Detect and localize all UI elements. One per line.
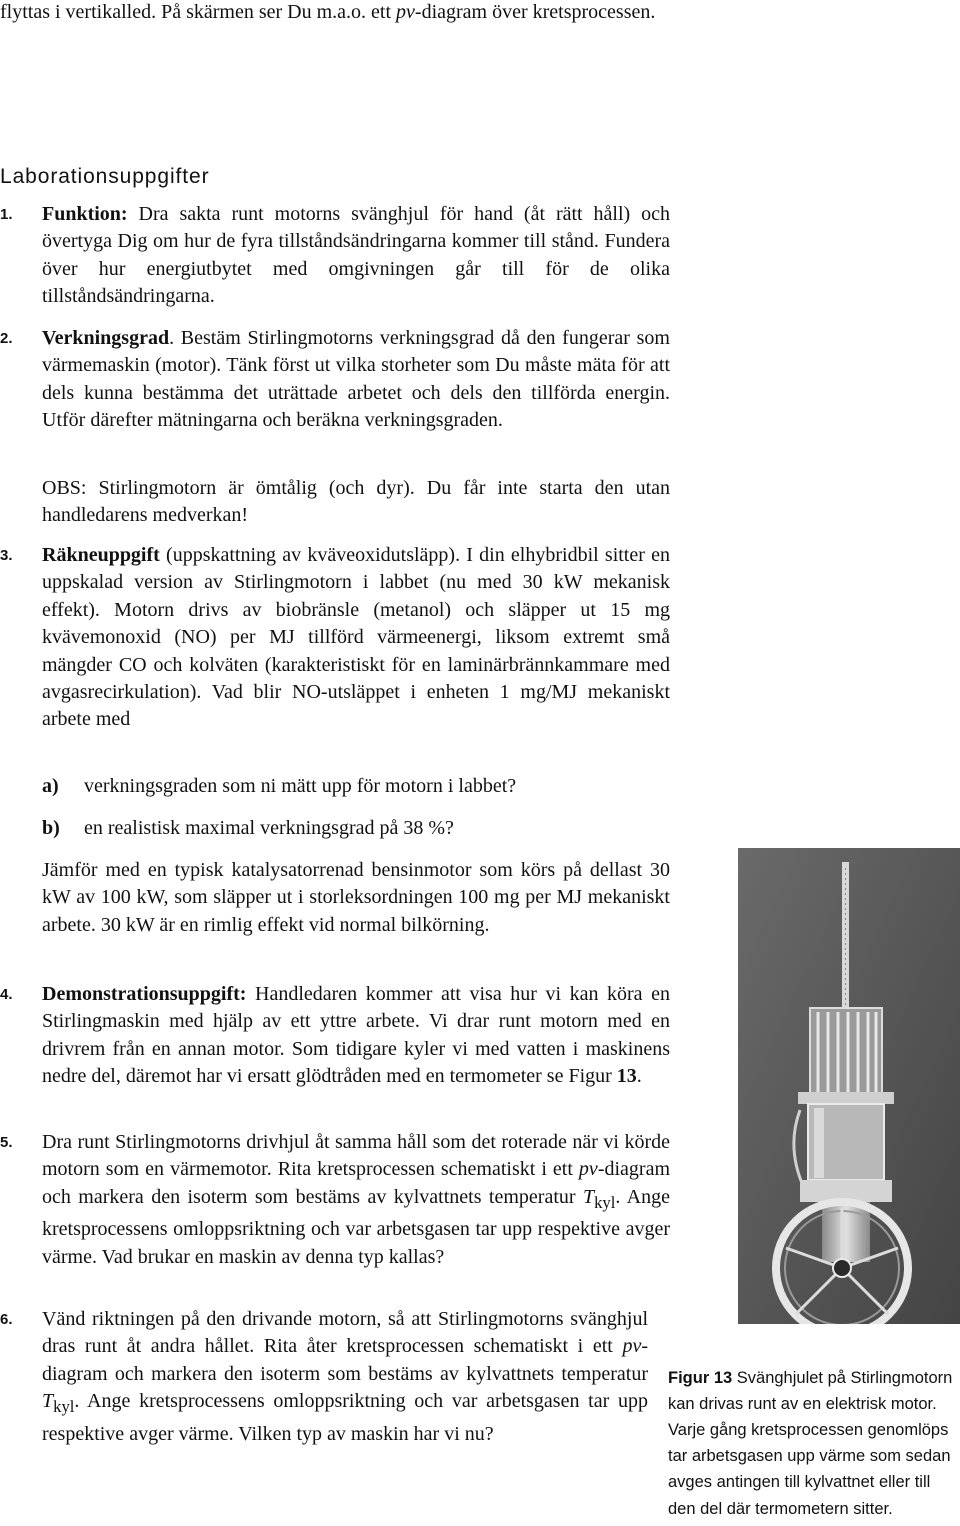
task-6-text-b: -diagram och markera den isoterm som bestäms av kylvattnets temperatur — [42, 1335, 648, 1385]
task-4-number: 4. — [0, 986, 13, 1003]
task-6-text-a: Vänd riktningen på den drivande motorn, så att Stirlingmotorns svänghjul dras runt åt andra hållet. Rita åter kretsprocessen schematiskt i ett — [42, 1308, 648, 1358]
intro-paragraph — [0, 0, 668, 26]
task-6-text-c: . Ange kretsprocessens omloppsriktning och var arbetsgasen tar upp respektive avger värme. Vilken typ av maskin har vi nu? — [42, 1390, 648, 1445]
temperature-symbol: T — [582, 1185, 595, 1208]
figure-caption-text: Svänghjulet på Stirlingmotorn kan drivas runt av en elektrisk motor. Varje gång kretsprocessen genomlöps tar arbetsgasen upp värme som sedan avges antingen till kylvattnet eller till den del där termometern sitter. — [668, 1368, 953, 1518]
task-2-bold: Verkningsgrad — [42, 327, 170, 349]
task-5-paragraph — [42, 1129, 670, 1271]
task-5-text-c: . Ange kretsprocessens omloppsriktning och var arbetsgasen tar upp respektive avger värme. Vad brukar en maskin av denna typ kallas? — [42, 1185, 670, 1268]
figure-label: Figur 13 — [668, 1368, 733, 1387]
task-2-number: 2. — [0, 330, 13, 347]
task-1-number: 1. — [0, 206, 13, 223]
task-4-paragraph — [42, 981, 670, 1091]
item-b-label: b) — [42, 817, 60, 839]
temperature-symbol: T — [42, 1390, 54, 1413]
item-a-label: a) — [42, 775, 59, 797]
task-1-text: Dra sakta runt motorns svänghjul för hand (åt rätt håll) och övertyga Dig om hur de fyra tillståndsändringarna kommer till stånd. Fundera över hur energiutbytet med omgivningen går till för de olika tillståndsändringarna. — [42, 203, 670, 308]
task-3-number: 3. — [0, 547, 13, 564]
pv-symbol: pv — [578, 1158, 598, 1181]
item-a-text: verkningsgraden som ni mätt upp för motorn i labbet? — [84, 775, 517, 797]
task-3-paragraph — [42, 542, 670, 734]
task-3-compare: Jämför med en typisk katalysatorrenad bensinmotor som körs på dellast 30 kW av 100 kW, som släpper ut i storleksordningen 100 mg per MJ mekaniskt arbete. 30 kW är en rimlig effekt vid normal bilkörning. — [42, 859, 670, 936]
task-6-number: 6. — [0, 1311, 13, 1328]
task-3-text: (uppskattning av kväveoxidutsläpp). I din elhybridbil sitter en uppskalad version av Stirlingmotorn i labbet (nu med 30 kW mekanisk effekt). Motorn drivs av biobränsle (metanol) och släpper ut 15 mg kvävemonoxid (NO) per MJ tillförd värmeenergi, liksom extremt små mängder CO och kolväten (karakteristiskt för en laminärbrännkammare med avgasrecirkulation). Vad blir NO-utsläppet i enheten 1 mg/MJ mekaniskt arbete med — [42, 544, 670, 731]
temperature-subscript: kyl — [53, 1397, 75, 1417]
figure-caption — [668, 1365, 960, 1522]
task-5-text-a: Dra runt Stirlingmotorns drivhjul åt samma håll som det roterade när vi körde motorn som en värmemotor. Rita kretsprocessen schematiskt i ett — [42, 1131, 670, 1181]
stirling-engine-photo — [738, 848, 960, 1324]
task-4-end: . — [636, 1065, 642, 1088]
task-1-paragraph — [42, 201, 670, 311]
temperature-subscript: kyl — [594, 1192, 616, 1212]
intro-text-a: flyttas i vertikalled. På skärmen ser Du m.a.o. ett — [0, 1, 397, 23]
task-5-number: 5. — [0, 1134, 13, 1151]
task-2-note: OBS: Stirlingmotorn är ömtålig (och dyr). Du får inte starta den utan handledarens medverkan! — [42, 477, 670, 527]
task-1-bold: Funktion: — [42, 203, 128, 225]
task-5-text-b: -diagram och markera den isoterm som bestäms av kylvattnets temperatur — [42, 1158, 670, 1208]
task-6-paragraph — [42, 1306, 648, 1448]
pv-symbol: pv — [622, 1335, 642, 1358]
stirling-engine-image — [738, 848, 960, 1324]
intro-text-b: -diagram över kretsprocessen. — [414, 1, 656, 23]
pv-symbol: pv — [396, 1, 415, 23]
task-2-paragraph — [42, 325, 670, 435]
task-2-text: . Bestäm Stirlingmotorns verkningsgrad då den fungerar som värmemaskin (motor). Tänk först ut vilka storheter som Du måste mäta för att dels kunna bestämma det uträttade arbetet och dels den tillförda energin. Utför därefter mätningarna och beräkna verkningsgraden. — [42, 327, 670, 432]
task-4-text: Handledaren kommer att visa hur vi kan köra en Stirlingmaskin med hjälp av ett yttre arbete. Vi drar runt motorn med en drivrem från en annan motor. Som tidigare kyler vi med vatten i maskinens nedre del, däremot har vi ersatt glödtråden med en termometer se Figur — [42, 983, 670, 1088]
section-heading: Laborationsuppgifter — [0, 165, 210, 188]
item-b-text: en realistisk maximal verkningsgrad på 38 %? — [84, 817, 454, 839]
figure-reference: 13 — [616, 1065, 637, 1088]
task-4-bold: Demonstrationsuppgift: — [42, 983, 247, 1005]
task-3-bold: Räkneuppgift — [42, 544, 160, 566]
